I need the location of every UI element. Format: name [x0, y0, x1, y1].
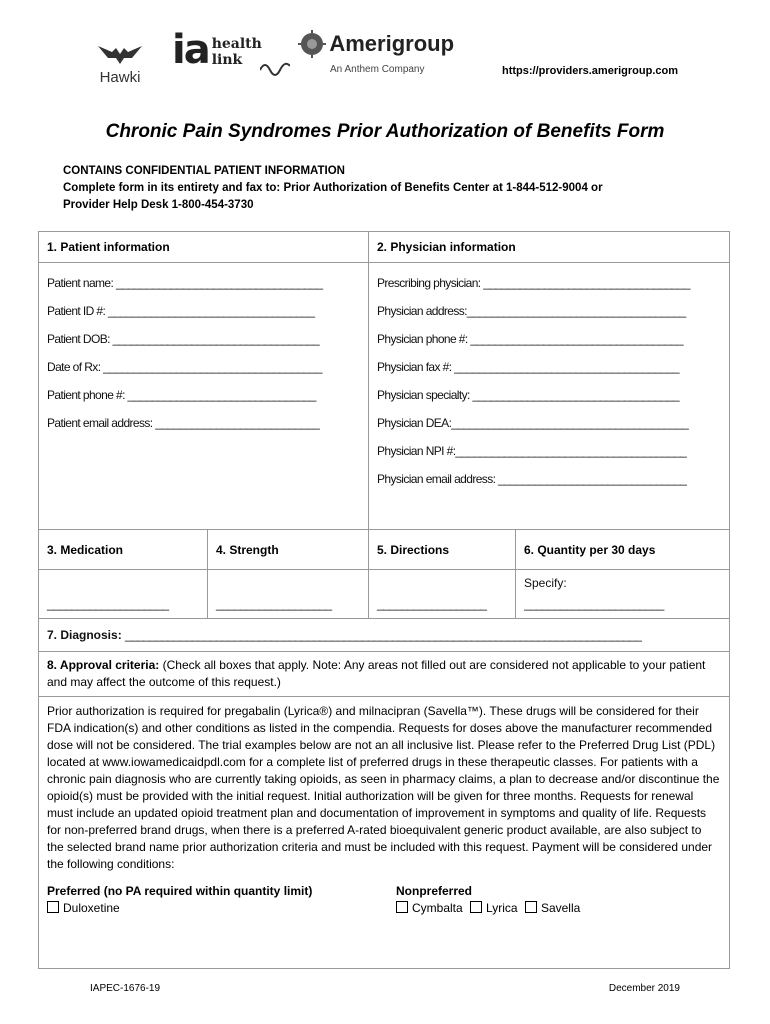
strength-field[interactable]: ___________________: [207, 570, 368, 618]
quantity-heading: 6. Quantity per 30 days: [515, 530, 729, 569]
amerigroup-sun-icon: [298, 30, 326, 58]
criteria-body: [39, 697, 729, 968]
amerigroup-tagline: An Anthem Company: [330, 64, 425, 75]
criteria-intro: [39, 652, 729, 696]
patient-phone-field[interactable]: Patient phone #: _______________________________: [47, 388, 316, 402]
physician-address-field[interactable]: Physician address:____________________________________: [377, 304, 686, 318]
form-title: Chronic Pain Syndromes Prior Authorization of Benefits Form: [105, 121, 665, 142]
diagnosis-label: 7. Diagnosis:: [47, 628, 122, 642]
quantity-field[interactable]: _______________________: [524, 597, 664, 611]
hawki-wordmark: Hawki: [99, 69, 141, 86]
criteria-body-row: [39, 697, 729, 968]
quantity-specify-label: Specify:: [524, 576, 567, 590]
physician-email-field[interactable]: Physician email address: _______________________________: [377, 472, 687, 486]
info-headers-row: [39, 232, 729, 263]
criteria-note: (Check all boxes that apply. Note: Any areas not filled out are considered not applicable to your patient and may affect the outcome of this request.): [47, 658, 706, 689]
physician-phone-field[interactable]: Physician phone #: ___________________________________: [377, 332, 683, 346]
hawki-logo: [90, 40, 150, 86]
diagnosis-field[interactable]: _____________________________________________________________________________________: [125, 628, 642, 642]
ia-link-word: link: [211, 52, 243, 68]
physician-dea-field[interactable]: Physician DEA:_______________________________________: [377, 416, 689, 430]
patient-fields: [39, 263, 368, 529]
nonpreferred-items: [396, 900, 580, 917]
patient-id-field[interactable]: Patient ID #: __________________________________: [47, 304, 315, 318]
physician-info-heading: 2. Physician information: [368, 232, 729, 262]
wave-icon: [260, 60, 290, 76]
checkbox-icon[interactable]: [47, 901, 59, 913]
form-date: December 2019: [608, 983, 680, 994]
info-fields-row: [39, 263, 729, 530]
provider-url[interactable]: https://providers.amerigroup.com: [501, 65, 678, 77]
amerigroup-logo: [298, 30, 455, 75]
preferred-heading: Preferred (no PA required within quantity limit): [47, 884, 313, 898]
nonpreferred-item-lyrica[interactable]: Lyrica: [470, 901, 518, 915]
nonpreferred-list: [396, 883, 580, 917]
hawk-icon: [96, 40, 144, 66]
medication-values-row: [39, 570, 729, 619]
diagnosis-row: [39, 619, 729, 652]
nonpreferred-item-cymbalta[interactable]: Cymbalta: [396, 901, 463, 915]
drug-lists: [47, 883, 721, 917]
checkbox-icon[interactable]: [396, 901, 408, 913]
patient-email-field[interactable]: Patient email address: ___________________________: [47, 416, 320, 430]
medication-heading: 3. Medication: [47, 543, 124, 557]
amerigroup-wordmark: Amerigroup: [329, 31, 455, 56]
checkbox-icon[interactable]: [525, 901, 537, 913]
medication-headers-row: [39, 530, 729, 570]
ia-health-link-logo: [172, 27, 262, 73]
physician-fax-field[interactable]: Physician fax #: _____________________________________: [377, 360, 679, 374]
criteria-paragraph: Prior authorization is required for pregabalin (Lyrica®) and milnacipran (Savella™). These drugs will be considered for their FDA indication(s) and other conditions as listed in the compendia. Requests for doses above the manufacturer recommended dose will not be considered. The trial examples below are not an all inclusive list. Please refer to the Preferred Drug List (PDL) located at www.iowamedicaidpdl.com for a complete list of preferred drugs in these therapeutic classes. For patients with a chronic pain diagnosis who are currently taking opioids, as seen in pharmacy claims, a plan to decrease and/or discontinue the opioid(s) must be provided with the initial request. Initial authorization will be given for three months. Requests for renewal must include an updated opioid treatment plan and documentation of improvement in symptoms and quality of life. Requests for non-preferred brand drugs, when there is a preferred A-rated bioequivalent generic product available, are also subject to the selected brand name prior authorization criteria and must be included with this request. Payment will be considered under the following conditions:: [47, 704, 720, 871]
checkbox-icon[interactable]: [470, 901, 482, 913]
diagnosis-cell: [39, 621, 729, 649]
patient-dob-field[interactable]: Patient DOB: __________________________________: [47, 332, 320, 346]
medication-field[interactable]: ____________________: [47, 597, 169, 611]
header-logos: [90, 27, 490, 90]
patient-name-field[interactable]: Patient name: __________________________________: [47, 276, 323, 290]
help-desk-line: Provider Help Desk 1-800-454-3730: [63, 199, 254, 211]
strength-heading: 4. Strength: [207, 530, 368, 569]
confidential-notice: CONTAINS CONFIDENTIAL PATIENT INFORMATION: [63, 165, 345, 177]
quantity-cell: [515, 570, 729, 618]
nonpreferred-heading: Nonpreferred: [396, 884, 473, 898]
intro-text: [63, 163, 603, 214]
preferred-item-duloxetine[interactable]: Duloxetine: [47, 900, 396, 917]
form-id: IAPEC-1676-19: [90, 983, 161, 994]
fax-instructions: Complete form in its entirety and fax to: Prior Authorization of Benefits Center at 1-844-512-9004 or: [63, 182, 603, 194]
physician-fields: [368, 263, 729, 529]
prescribing-physician-field[interactable]: Prescribing physician: __________________________________: [377, 276, 690, 290]
ia-health-word: health: [211, 36, 262, 52]
patient-info-heading: 1. Patient information: [47, 240, 170, 254]
nonpreferred-item-savella[interactable]: Savella: [525, 901, 580, 915]
criteria-label: 8. Approval criteria:: [47, 658, 160, 672]
criteria-header-row: [39, 652, 729, 697]
authorization-form: [38, 231, 730, 969]
date-of-rx-field[interactable]: Date of Rx: ____________________________________: [47, 360, 322, 374]
preferred-list: [47, 883, 396, 917]
physician-npi-field[interactable]: Physician NPI #:______________________________________: [377, 444, 687, 458]
ia-letters: ia: [172, 27, 209, 73]
directions-heading: 5. Directions: [368, 530, 515, 569]
directions-field[interactable]: __________________: [368, 570, 515, 618]
physician-specialty-field[interactable]: Physician specialty: __________________________________: [377, 388, 679, 402]
